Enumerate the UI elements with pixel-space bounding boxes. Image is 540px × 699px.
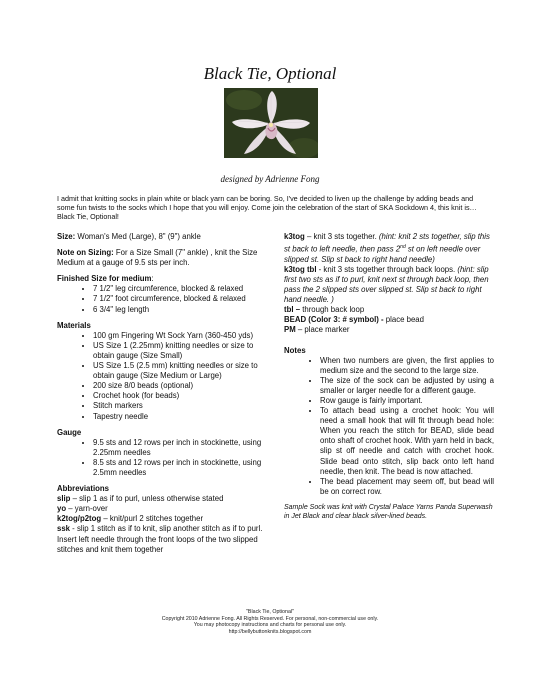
sample-sock-note: Sample Sock was knit with Crystal Palace Yarns Panda Superwash in Jet Black and clear black silver-lined beads. — [284, 503, 493, 520]
size-line: Size: Woman's Med (Large), 8" (9") ankle — [57, 232, 201, 241]
list-item: • 8.5 sts and 12 rows per inch in stockinette, using 2.5mm needles — [93, 458, 275, 478]
list-item: • The bead placement may seem off, but bead will be on correct row. — [320, 477, 494, 497]
abbrev-tbl: tbl – through back loop — [284, 305, 365, 315]
abbrev-yo: yo – yarn-over — [57, 504, 108, 514]
orchid-photo — [224, 88, 318, 158]
list-item: • When two numbers are given, the first applies to medium size and the second to the large size. — [320, 356, 494, 376]
list-item: • 200 size 8/0 beads (optional) — [93, 381, 275, 391]
copyright-footer — [0, 609, 540, 635]
right-column — [284, 232, 494, 527]
abbrev-k2tog: k2tog/p2tog – knit/purl 2 stitches together — [57, 514, 204, 524]
footer-copyright: Copyright 2010 Adrienne Fong. All Rights Reserved. For personal, non-commercial use only. — [161, 615, 379, 622]
list-item: • 7 1/2" foot circumference, blocked & relaxed — [93, 294, 275, 304]
footer-photocopy: You may photocopy instructions and charts for personal use only. — [193, 622, 347, 629]
footer-url[interactable]: http://bellybuttonknits.blogspot.com — [228, 628, 312, 635]
list-item: • 7 1/2" leg circumference, blocked & relaxed — [93, 284, 275, 294]
notes-heading: Notes — [284, 345, 306, 355]
list-item: • The size of the sock can be adjusted by using a smaller or larger needle for a different gauge. — [320, 376, 494, 396]
finished-size-list — [57, 284, 275, 314]
list-item: • Crochet hook (for beads) — [93, 391, 275, 401]
materials-heading: Materials — [57, 320, 91, 330]
list-item: • 100 gm Fingering Wt Sock Yarn (360-450 yds) — [93, 331, 275, 341]
abbrev-slip: slip – slip 1 as if to purl, unless otherwise stated — [57, 494, 224, 504]
abbrev-bead: BEAD (Color 3: # symbol) - place bead — [284, 315, 424, 325]
finished-size-heading: Finished Size for medium: — [57, 274, 154, 284]
notes-list — [284, 356, 494, 497]
left-column — [57, 232, 275, 555]
footer-title: "Black Tie, Optional" — [246, 609, 294, 615]
page-title: Black Tie, Optional — [203, 64, 337, 83]
list-item: • Tapestry needle — [93, 412, 275, 422]
list-item: • Row gauge is fairly important. — [320, 396, 494, 406]
list-item: • US Size 1 (2.25mm) knitting needles or size to obtain gauge (Size Small) — [93, 341, 275, 361]
abbrev-ssk: ssk - slip 1 stitch as if to knit, slip another stitch as if to purl. Insert left needle through the front loops of the two slipped stitches and knit them together — [57, 524, 263, 554]
list-item: • 6 3/4" leg length — [93, 305, 275, 315]
intro-paragraph: I admit that knitting socks in plain white or black yarn can be boring. So, I've decided to liven up the challenge by adding beads and some fun twists to the socks which I hope that you will enjoy. Come join the celebration of the start of SKA Sockdown 4, this knit is…Black Tie, Optional! — [57, 194, 477, 221]
orchid-image — [224, 88, 318, 158]
designer-byline: designed by Adrienne Fong — [220, 174, 320, 184]
list-item: • To attach bead using a crochet hook: You will need a small hook that will fit through bead hole: When you reach the stitch for BEAD, slide bead onto shaft of crochet hook. With yarn held in back, slip st off needle and catch with crochet hook. Slide bead onto stitch, slip back onto left hand needle, then knit. The bead is now attached. — [320, 406, 494, 477]
list-item: • Stitch markers — [93, 401, 275, 411]
gauge-list — [57, 438, 275, 478]
sizing-note: Note on Sizing: For a Size Small (7" ankle) , knit the Size Medium at a gauge of 9.5 sts per inch. — [57, 248, 258, 268]
materials-list — [57, 331, 275, 422]
abbreviations-heading: Abbreviations — [57, 484, 109, 494]
abbrev-k3tog-tbl: k3tog tbl - knit 3 sts together through back loops. (hint: slip first two sts as if to purl, knit next st through back loop, then pass the 2 slipped sts over slipped st. Slip st back to right hand needle. ) — [284, 264, 489, 305]
list-item: • US Size 1.5 (2.5 mm) knitting needles or size to obtain gauge (Size Medium or Large) — [93, 361, 275, 381]
abbrev-pm: PM – place marker — [284, 325, 350, 335]
list-item: • 9.5 sts and 12 rows per inch in stockinette, using 2.25mm needles — [93, 438, 275, 458]
abbrev-k3tog: k3tog – knit 3 sts together. (hint: knit 2 sts together, slip this st back to left needle, then pass 2nd st on left needle over slipped st. Slip st back to right hand needle) — [284, 232, 490, 264]
gauge-heading: Gauge — [57, 427, 82, 437]
